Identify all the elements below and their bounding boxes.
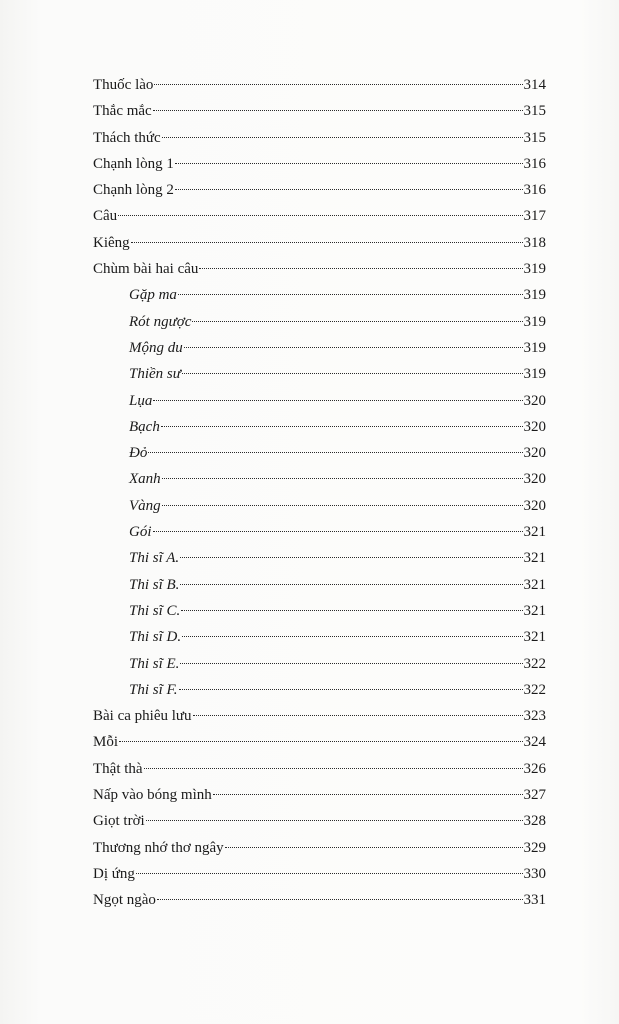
entry-page-number: 319 (523, 366, 546, 383)
toc-subentry (93, 309, 546, 335)
entry-title: Thi sĩ A. (129, 550, 180, 567)
dot-leader (192, 321, 522, 322)
toc-entry (93, 203, 546, 229)
entry-title: Thi sĩ E. (129, 655, 180, 672)
dot-leader (175, 189, 523, 190)
toc-subentry (93, 440, 546, 466)
entry-page-number: 327 (523, 787, 546, 804)
dot-leader (162, 478, 523, 479)
entry-page-number: 321 (523, 629, 546, 646)
entry-title: Thương nhớ thơ ngây (93, 839, 224, 856)
entry-page-number: 314 (523, 77, 546, 93)
toc-subentry (93, 414, 546, 440)
entry-title: Gói (129, 524, 152, 541)
entry-page-number: 322 (523, 655, 546, 672)
toc-subentry (93, 335, 546, 361)
entry-page-number: 319 (523, 313, 546, 330)
dot-leader (153, 400, 522, 401)
toc-subentry (93, 545, 546, 571)
dot-leader (144, 768, 523, 769)
toc-entry (93, 125, 546, 151)
entry-title: Thuốc lào (93, 77, 154, 93)
entry-page-number: 330 (523, 865, 546, 882)
entry-page-number: 320 (523, 445, 546, 462)
entry-page-number: 319 (523, 339, 546, 356)
dot-leader (119, 741, 522, 742)
dot-leader (180, 584, 522, 585)
entry-title: Thi sĩ B. (129, 576, 180, 593)
entry-title: Thi sĩ F. (129, 681, 178, 698)
toc-subentry (93, 466, 546, 492)
toc-subentry (93, 651, 546, 677)
entry-title: Đỏ (129, 445, 148, 462)
entry-title: Xanh (129, 471, 161, 488)
entry-title: Dị ứng (93, 865, 135, 882)
dot-leader (146, 820, 523, 821)
entry-page-number: 317 (523, 208, 546, 225)
entry-title: Chùm bài hai câu (93, 261, 199, 278)
entry-page-number: 321 (523, 576, 546, 593)
toc-entry (93, 703, 546, 729)
entry-page-number: 321 (523, 550, 546, 567)
entry-title: Nấp vào bóng mình (93, 787, 212, 804)
table-of-contents (93, 72, 546, 914)
dot-leader (154, 84, 522, 85)
toc-subentry (93, 361, 546, 387)
toc-subentry (93, 598, 546, 624)
entry-page-number: 321 (523, 602, 546, 619)
toc-entry (93, 98, 546, 124)
entry-title: Giọt trời (93, 813, 145, 830)
entry-title: Thiền sư (129, 366, 181, 383)
entry-page-number: 319 (523, 287, 546, 304)
dot-leader (153, 110, 523, 111)
entry-page-number: 320 (523, 392, 546, 409)
entry-page-number: 316 (523, 182, 546, 199)
entry-title: Mỗi (93, 734, 119, 751)
entry-title: Thi sĩ D. (129, 629, 182, 646)
dot-leader (178, 294, 523, 295)
toc-entry (93, 782, 546, 808)
toc-entry (93, 861, 546, 887)
dot-leader (184, 347, 523, 348)
toc-entry (93, 177, 546, 203)
toc-entry (93, 72, 546, 98)
dot-leader (162, 505, 523, 506)
toc-entry (93, 729, 546, 755)
toc-entry (93, 256, 546, 282)
entry-title: Thắc mắc (93, 103, 152, 120)
toc-entry (93, 230, 546, 256)
entry-title: Chạnh lòng 1 (93, 155, 174, 172)
dot-leader (131, 242, 523, 243)
entry-title: Gặp ma (129, 287, 177, 304)
toc-subentry (93, 572, 546, 598)
entry-title: Thách thức (93, 129, 161, 146)
entry-page-number: 323 (523, 708, 546, 725)
entry-page-number: 320 (523, 471, 546, 488)
entry-title: Bài ca phiêu lưu (93, 708, 192, 725)
entry-page-number: 322 (523, 681, 546, 698)
dot-leader (175, 163, 523, 164)
dot-leader (182, 636, 522, 637)
entry-title: Chạnh lòng 2 (93, 182, 174, 199)
dot-leader (199, 268, 522, 269)
dot-leader (213, 794, 523, 795)
entry-page-number: 320 (523, 497, 546, 514)
entry-page-number: 315 (523, 129, 546, 146)
entry-page-number: 328 (523, 813, 546, 830)
toc-entry (93, 151, 546, 177)
entry-title: Ngọt ngào (93, 892, 156, 909)
entry-page-number: 318 (523, 234, 546, 251)
entry-page-number: 324 (523, 734, 546, 751)
toc-subentry (93, 624, 546, 650)
toc-entry (93, 808, 546, 834)
entry-page-number: 320 (523, 418, 546, 435)
toc-subentry (93, 677, 546, 703)
entry-title: Thi sĩ C. (129, 602, 181, 619)
entry-page-number: 315 (523, 103, 546, 120)
entry-title: Lụa (129, 392, 153, 409)
entry-page-number: 326 (523, 760, 546, 777)
toc-subentry (93, 493, 546, 519)
entry-page-number: 319 (523, 261, 546, 278)
dot-leader (136, 873, 523, 874)
dot-leader (161, 426, 523, 427)
toc-entry (93, 887, 546, 913)
dot-leader (148, 452, 522, 453)
dot-leader (180, 557, 522, 558)
dot-leader (180, 663, 522, 664)
dot-leader (193, 715, 523, 716)
toc-entry (93, 756, 546, 782)
entry-page-number: 329 (523, 839, 546, 856)
entry-page-number: 321 (523, 524, 546, 541)
entry-title: Rót ngược (129, 313, 192, 330)
toc-subentry (93, 388, 546, 414)
dot-leader (181, 610, 522, 611)
dot-leader (182, 373, 523, 374)
dot-leader (225, 847, 523, 848)
dot-leader (162, 137, 523, 138)
entry-title: Kiêng (93, 234, 130, 251)
entry-page-number: 316 (523, 155, 546, 172)
toc-entry (93, 835, 546, 861)
dot-leader (179, 689, 523, 690)
entry-title: Bạch (129, 418, 160, 435)
entry-title: Câu (93, 208, 118, 225)
dot-leader (157, 899, 523, 900)
dot-leader (118, 215, 522, 216)
toc-subentry (93, 519, 546, 545)
toc-subentry (93, 282, 546, 308)
entry-page-number: 331 (523, 892, 546, 909)
entry-title: Mộng du (129, 339, 183, 356)
dot-leader (153, 531, 523, 532)
entry-title: Vàng (129, 497, 161, 514)
entry-title: Thật thà (93, 760, 143, 777)
